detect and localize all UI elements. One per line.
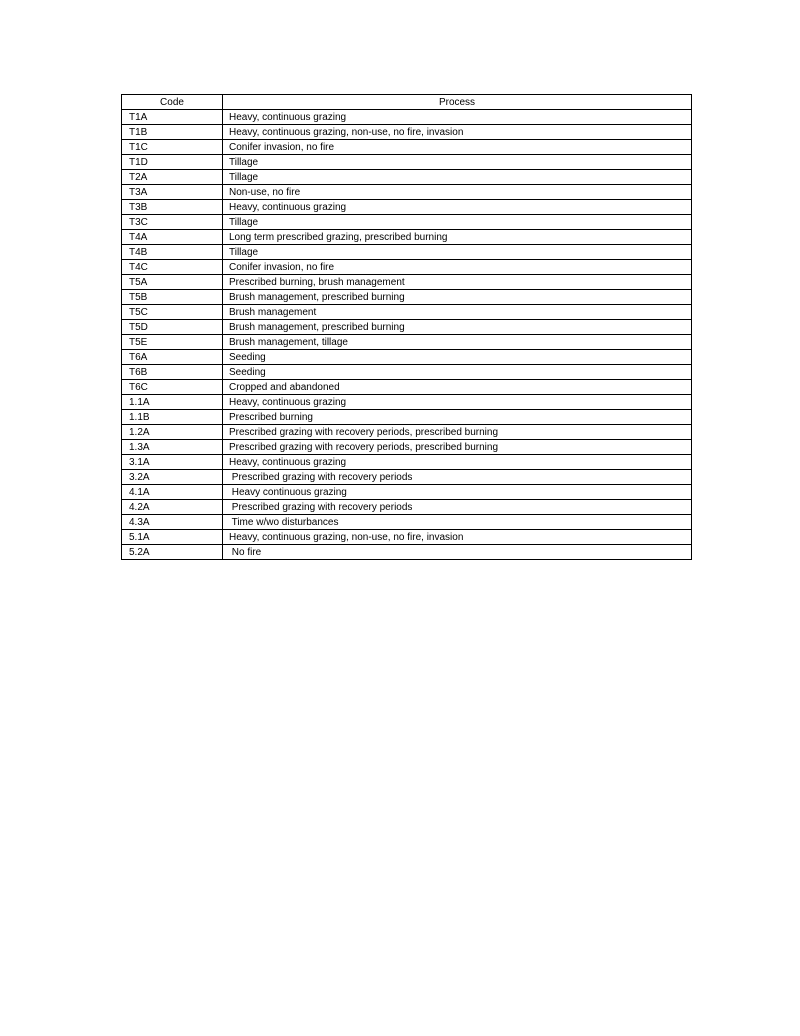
- process-cell: Prescribed grazing with recovery periods, prescribed burning: [223, 440, 692, 455]
- process-cell: Non-use, no fire: [223, 185, 692, 200]
- code-cell: T6A: [122, 350, 223, 365]
- process-cell: Time w/wo disturbances: [223, 515, 692, 530]
- code-cell: T6C: [122, 380, 223, 395]
- process-cell: Tillage: [223, 245, 692, 260]
- table-row: [122, 125, 692, 140]
- process-cell: Prescribed burning: [223, 410, 692, 425]
- code-cell: T1A: [122, 110, 223, 125]
- process-cell: Brush management, prescribed burning: [223, 320, 692, 335]
- code-cell: 4.2A: [122, 500, 223, 515]
- code-cell: T5B: [122, 290, 223, 305]
- table-header-row: [122, 95, 692, 110]
- table-row: [122, 530, 692, 545]
- table-row: [122, 395, 692, 410]
- column-header-process: Process: [223, 95, 692, 110]
- process-cell: Seeding: [223, 350, 692, 365]
- process-cell: Brush management, prescribed burning: [223, 290, 692, 305]
- table-row: [122, 455, 692, 470]
- code-cell: 1.1B: [122, 410, 223, 425]
- table-row: [122, 230, 692, 245]
- table-row: [122, 335, 692, 350]
- process-cell: Tillage: [223, 170, 692, 185]
- code-cell: T1C: [122, 140, 223, 155]
- code-cell: 3.1A: [122, 455, 223, 470]
- process-cell: Prescribed grazing with recovery periods, prescribed burning: [223, 425, 692, 440]
- table-row: [122, 515, 692, 530]
- table-row: [122, 140, 692, 155]
- table-row: [122, 170, 692, 185]
- code-cell: T4B: [122, 245, 223, 260]
- process-cell: Tillage: [223, 155, 692, 170]
- table-row: [122, 290, 692, 305]
- table-row: [122, 275, 692, 290]
- table-row: [122, 200, 692, 215]
- process-cell: Heavy, continuous grazing, non-use, no fire, invasion: [223, 125, 692, 140]
- table-row: [122, 410, 692, 425]
- table-row: [122, 350, 692, 365]
- process-cell: Prescribed grazing with recovery periods: [223, 470, 692, 485]
- table-row: [122, 305, 692, 320]
- code-cell: T1D: [122, 155, 223, 170]
- code-cell: T3C: [122, 215, 223, 230]
- code-cell: T6B: [122, 365, 223, 380]
- process-cell: Brush management: [223, 305, 692, 320]
- table-row: [122, 155, 692, 170]
- process-cell: Conifer invasion, no fire: [223, 140, 692, 155]
- process-cell: No fire: [223, 545, 692, 560]
- table-body: [122, 110, 692, 560]
- table-row: [122, 365, 692, 380]
- code-cell: T4A: [122, 230, 223, 245]
- process-cell: Heavy, continuous grazing: [223, 455, 692, 470]
- process-cell: Heavy, continuous grazing: [223, 200, 692, 215]
- code-cell: 1.3A: [122, 440, 223, 455]
- code-cell: T2A: [122, 170, 223, 185]
- code-cell: 5.2A: [122, 545, 223, 560]
- code-process-table: [121, 94, 692, 560]
- process-cell: Cropped and abandoned: [223, 380, 692, 395]
- table-row: [122, 215, 692, 230]
- table-row: [122, 260, 692, 275]
- code-cell: T3B: [122, 200, 223, 215]
- code-cell: T1B: [122, 125, 223, 140]
- code-cell: 1.2A: [122, 425, 223, 440]
- code-cell: 4.1A: [122, 485, 223, 500]
- code-cell: T5E: [122, 335, 223, 350]
- code-cell: T3A: [122, 185, 223, 200]
- table-row: [122, 470, 692, 485]
- table-row: [122, 110, 692, 125]
- process-cell: Brush management, tillage: [223, 335, 692, 350]
- code-cell: 4.3A: [122, 515, 223, 530]
- process-cell: Heavy, continuous grazing: [223, 110, 692, 125]
- process-cell: Conifer invasion, no fire: [223, 260, 692, 275]
- process-cell: Heavy, continuous grazing: [223, 395, 692, 410]
- table-row: [122, 440, 692, 455]
- code-cell: T4C: [122, 260, 223, 275]
- process-cell: Seeding: [223, 365, 692, 380]
- table-row: [122, 245, 692, 260]
- code-cell: 5.1A: [122, 530, 223, 545]
- process-cell: Heavy continuous grazing: [223, 485, 692, 500]
- process-cell: Long term prescribed grazing, prescribed burning: [223, 230, 692, 245]
- code-cell: 1.1A: [122, 395, 223, 410]
- code-cell: T5C: [122, 305, 223, 320]
- code-cell: T5D: [122, 320, 223, 335]
- table-row: [122, 320, 692, 335]
- table-row: [122, 185, 692, 200]
- code-cell: 3.2A: [122, 470, 223, 485]
- process-cell: Heavy, continuous grazing, non-use, no fire, invasion: [223, 530, 692, 545]
- code-cell: T5A: [122, 275, 223, 290]
- process-cell: Tillage: [223, 215, 692, 230]
- table-row: [122, 380, 692, 395]
- table-row: [122, 485, 692, 500]
- column-header-code: Code: [122, 95, 223, 110]
- process-cell: Prescribed burning, brush management: [223, 275, 692, 290]
- process-cell: Prescribed grazing with recovery periods: [223, 500, 692, 515]
- table-row: [122, 545, 692, 560]
- table-row: [122, 425, 692, 440]
- table-row: [122, 500, 692, 515]
